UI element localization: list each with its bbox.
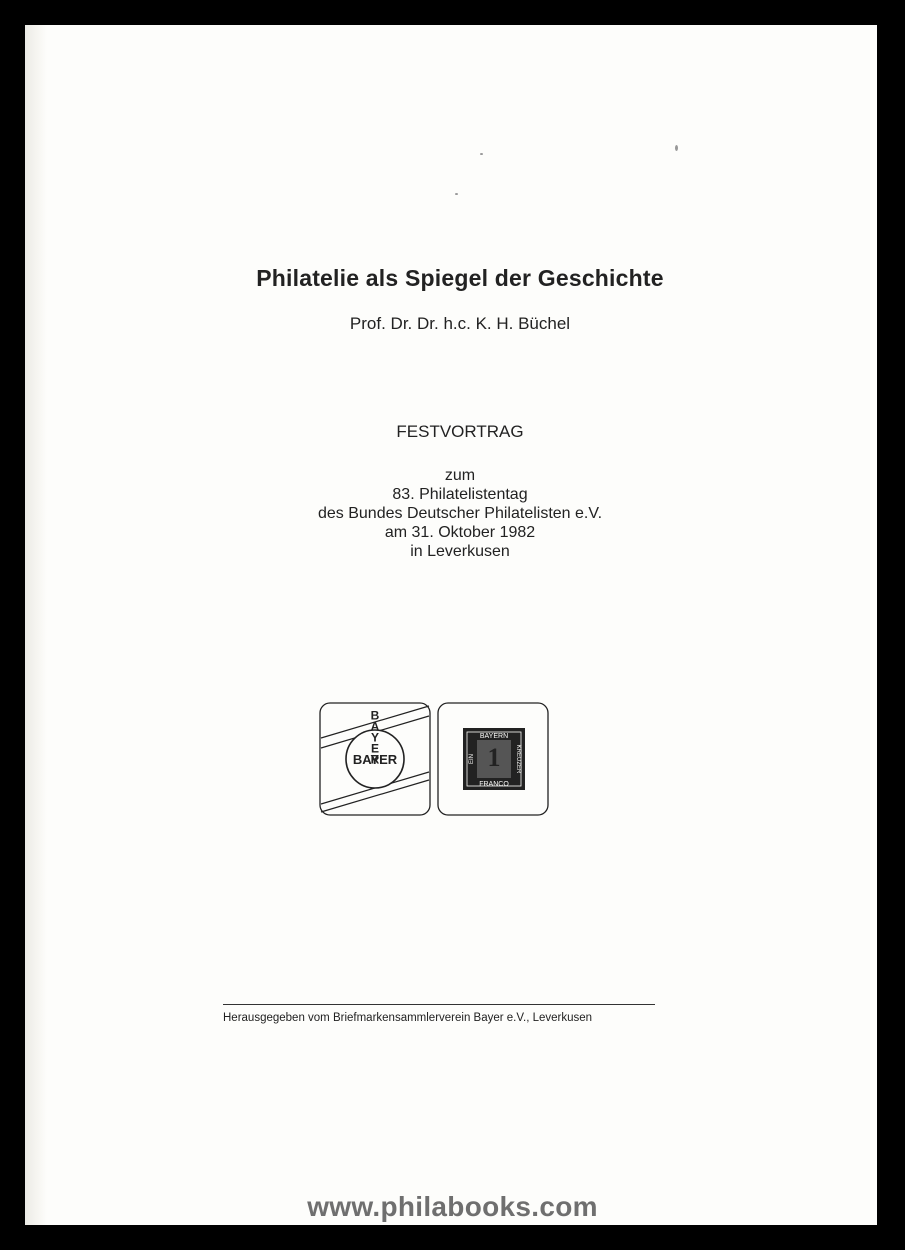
author-line: Prof. Dr. Dr. h.c. K. H. Büchel <box>349 314 571 333</box>
divider-rule <box>223 1004 655 1005</box>
paper-speck <box>455 193 458 195</box>
stamp-left-text: EIN <box>469 753 475 765</box>
paper-speck <box>675 145 678 151</box>
detail-line: 83. Philatelistentag <box>392 486 528 503</box>
detail-line: am 31. Oktober 1982 <box>384 524 536 541</box>
document-page <box>25 25 877 1225</box>
stamp-bottom-text: FRANCO <box>479 781 509 788</box>
bayer-vertical-text: BAYER <box>368 708 382 764</box>
festvortrag-heading: FESTVORTRAG <box>396 422 524 441</box>
bayern-stamp-logo <box>437 702 549 816</box>
logo-group <box>319 702 551 820</box>
detail-line: des Bundes Deutscher Philatelisten e.V. <box>317 505 603 522</box>
paper-speck <box>480 153 483 155</box>
detail-line: zum <box>444 467 476 484</box>
stamp-right-text: KREUZER <box>515 744 521 774</box>
stamp-numeral: 1 <box>487 743 501 772</box>
publisher-line: Herausgegeben vom Briefmarkensammlerverein Bayer e.V., Leverkusen <box>223 1012 593 1024</box>
detail-line: in Leverkusen <box>410 543 510 560</box>
book-spine-shadow <box>25 25 47 1225</box>
bayer-horizontal-text: BAYER <box>352 752 398 767</box>
document-title: Philatelie als Spiegel der Geschichte <box>256 265 664 291</box>
event-details <box>25 466 895 561</box>
stamp-top-text: BAYERN <box>479 733 509 740</box>
watermark-url: www.philabooks.com <box>307 1191 598 1222</box>
bayer-cross-logo <box>319 702 431 816</box>
